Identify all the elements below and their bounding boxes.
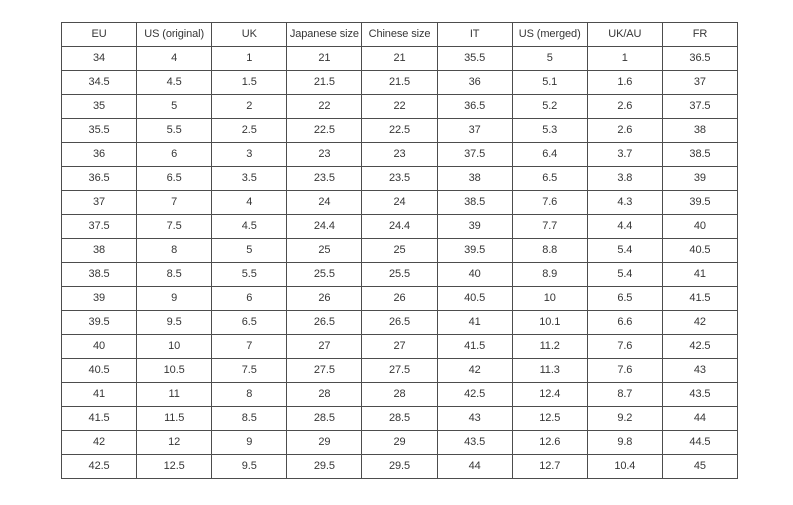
table-cell: 21.5 [362,71,437,95]
table-cell: 34.5 [62,71,137,95]
table-row [62,407,738,431]
table-cell: 40 [437,263,512,287]
table-cell: 6.5 [587,287,662,311]
table-cell: 39.5 [662,191,737,215]
table-cell: 41.5 [62,407,137,431]
table-cell: 5 [512,47,587,71]
shoe-size-conversion-table [61,22,738,479]
table-cell: 27 [287,335,362,359]
table-cell: 41 [662,263,737,287]
column-header: US (original) [137,23,212,47]
table-cell: 41 [437,311,512,335]
table-cell: 36.5 [437,95,512,119]
table-cell: 8 [212,383,287,407]
table-cell: 39.5 [437,239,512,263]
table-cell: 45 [662,455,737,479]
table-cell: 38 [437,167,512,191]
table-cell: 7.6 [512,191,587,215]
table-cell: 39 [662,167,737,191]
table-cell: 1.6 [587,71,662,95]
table-cell: 37 [662,71,737,95]
table-cell: 27.5 [287,359,362,383]
table-cell: 4 [212,191,287,215]
table-cell: 5.5 [137,119,212,143]
table-cell: 8 [137,239,212,263]
table-row [62,335,738,359]
table-cell: 27.5 [362,359,437,383]
table-row [62,47,738,71]
table-cell: 22.5 [287,119,362,143]
table-cell: 6.4 [512,143,587,167]
table-cell: 37.5 [437,143,512,167]
column-header: EU [62,23,137,47]
table-cell: 28 [287,383,362,407]
table-cell: 12.4 [512,383,587,407]
table-cell: 6 [212,287,287,311]
table-cell: 35.5 [437,47,512,71]
table-row [62,359,738,383]
table-cell: 12.7 [512,455,587,479]
table-cell: 39 [62,287,137,311]
table-cell: 3.5 [212,167,287,191]
table-cell: 29.5 [287,455,362,479]
table-cell: 28.5 [362,407,437,431]
table-cell: 40 [662,215,737,239]
table-cell: 11.2 [512,335,587,359]
table-cell: 7.7 [512,215,587,239]
table-cell: 26 [362,287,437,311]
table-row [62,455,738,479]
table-cell: 5.1 [512,71,587,95]
table-cell: 2.5 [212,119,287,143]
table-row [62,383,738,407]
table-cell: 4.5 [137,71,212,95]
table-cell: 28 [362,383,437,407]
table-body [62,47,738,479]
column-header: Japanese size [287,23,362,47]
table-cell: 36 [62,143,137,167]
table-cell: 41.5 [662,287,737,311]
table-cell: 5 [212,239,287,263]
table-cell: 9.8 [587,431,662,455]
table-cell: 3.8 [587,167,662,191]
table-cell: 27 [362,335,437,359]
table-cell: 25 [287,239,362,263]
table-cell: 40.5 [662,239,737,263]
table-cell: 37 [62,191,137,215]
table-cell: 6.5 [512,167,587,191]
table-cell: 9 [137,287,212,311]
table-cell: 38 [662,119,737,143]
table-cell: 26 [287,287,362,311]
table-cell: 9 [212,431,287,455]
table-row [62,239,738,263]
table-cell: 12.5 [137,455,212,479]
column-header: IT [437,23,512,47]
table-row [62,71,738,95]
table-cell: 4.3 [587,191,662,215]
table-cell: 6.5 [137,167,212,191]
table-cell: 8.9 [512,263,587,287]
table-cell: 12.5 [512,407,587,431]
table-cell: 12.6 [512,431,587,455]
table-cell: 42.5 [437,383,512,407]
header-row [62,23,738,47]
table-cell: 7 [137,191,212,215]
table-cell: 6 [137,143,212,167]
table-cell: 28.5 [287,407,362,431]
table-cell: 5.4 [587,263,662,287]
table-cell: 22.5 [362,119,437,143]
table-cell: 11.5 [137,407,212,431]
table-cell: 5.4 [587,239,662,263]
table-cell: 3 [212,143,287,167]
table-cell: 38 [62,239,137,263]
table-cell: 29 [287,431,362,455]
table-cell: 34 [62,47,137,71]
table-cell: 4 [137,47,212,71]
table-cell: 5 [137,95,212,119]
table-cell: 37 [437,119,512,143]
table-cell: 1.5 [212,71,287,95]
table-cell: 22 [362,95,437,119]
table-cell: 12 [137,431,212,455]
table-cell: 39.5 [62,311,137,335]
table-cell: 41.5 [437,335,512,359]
table-row [62,431,738,455]
table-cell: 6.5 [212,311,287,335]
table-cell: 40.5 [437,287,512,311]
table-cell: 7.6 [587,335,662,359]
table-cell: 21 [287,47,362,71]
table-row [62,119,738,143]
table-cell: 41 [62,383,137,407]
table-header [62,23,738,47]
table-cell: 7 [212,335,287,359]
table-row [62,263,738,287]
table-row [62,143,738,167]
table-cell: 29 [362,431,437,455]
table-cell: 8.8 [512,239,587,263]
table-cell: 43.5 [662,383,737,407]
table-cell: 7.6 [587,359,662,383]
table-cell: 35.5 [62,119,137,143]
table-cell: 42 [62,431,137,455]
table-cell: 25.5 [362,263,437,287]
table-cell: 24 [287,191,362,215]
column-header: FR [662,23,737,47]
table-cell: 37.5 [662,95,737,119]
table-row [62,95,738,119]
table-cell: 43 [437,407,512,431]
column-header: Chinese size [362,23,437,47]
table-cell: 10.1 [512,311,587,335]
table-cell: 29.5 [362,455,437,479]
table-cell: 42 [662,311,737,335]
table-cell: 25.5 [287,263,362,287]
table-cell: 42.5 [662,335,737,359]
table-row [62,287,738,311]
table-row [62,311,738,335]
table-cell: 24.4 [362,215,437,239]
table-cell: 21 [362,47,437,71]
table-cell: 10.4 [587,455,662,479]
table-cell: 44 [662,407,737,431]
table-cell: 44 [437,455,512,479]
table-cell: 38.5 [62,263,137,287]
table-cell: 40.5 [62,359,137,383]
table-cell: 24.4 [287,215,362,239]
table-row [62,167,738,191]
table-row [62,215,738,239]
table-row [62,191,738,215]
table-cell: 10 [137,335,212,359]
table-cell: 9.5 [212,455,287,479]
column-header: UK [212,23,287,47]
table-cell: 42.5 [62,455,137,479]
table-cell: 22 [287,95,362,119]
table-cell: 38.5 [662,143,737,167]
table-cell: 2.6 [587,95,662,119]
table-cell: 8.5 [137,263,212,287]
table-cell: 10.5 [137,359,212,383]
table-cell: 40 [62,335,137,359]
table-cell: 36.5 [62,167,137,191]
table-cell: 4.4 [587,215,662,239]
table-cell: 2.6 [587,119,662,143]
column-header: US (merged) [512,23,587,47]
table-cell: 39 [437,215,512,239]
table-cell: 26.5 [287,311,362,335]
table-cell: 5.3 [512,119,587,143]
table-cell: 38.5 [437,191,512,215]
table-cell: 23 [362,143,437,167]
table-cell: 1 [212,47,287,71]
table-cell: 43.5 [437,431,512,455]
table-cell: 21.5 [287,71,362,95]
table-cell: 7.5 [212,359,287,383]
table-cell: 5.5 [212,263,287,287]
table-cell: 9.5 [137,311,212,335]
table-cell: 36 [437,71,512,95]
table-cell: 25 [362,239,437,263]
table-cell: 8.5 [212,407,287,431]
table-cell: 37.5 [62,215,137,239]
table-cell: 23.5 [362,167,437,191]
table-cell: 23 [287,143,362,167]
table-cell: 11 [137,383,212,407]
table-cell: 1 [587,47,662,71]
table-cell: 5.2 [512,95,587,119]
table-cell: 8.7 [587,383,662,407]
table-cell: 10 [512,287,587,311]
table-cell: 4.5 [212,215,287,239]
table-cell: 11.3 [512,359,587,383]
table-cell: 6.6 [587,311,662,335]
table-cell: 36.5 [662,47,737,71]
table-cell: 2 [212,95,287,119]
table-cell: 24 [362,191,437,215]
column-header: UK/AU [587,23,662,47]
table-cell: 7.5 [137,215,212,239]
table-cell: 9.2 [587,407,662,431]
table-cell: 35 [62,95,137,119]
table-cell: 43 [662,359,737,383]
table-cell: 3.7 [587,143,662,167]
table-cell: 23.5 [287,167,362,191]
table-cell: 44.5 [662,431,737,455]
table-cell: 26.5 [362,311,437,335]
table-cell: 42 [437,359,512,383]
